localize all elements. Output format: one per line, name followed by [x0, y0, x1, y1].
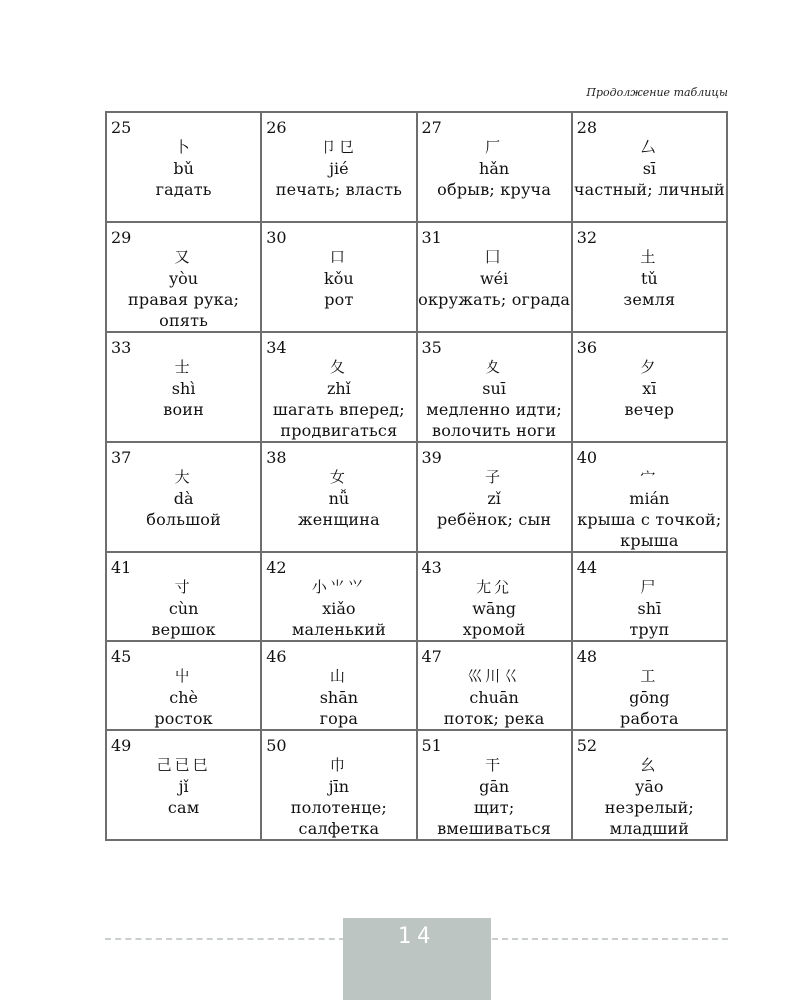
radical-pinyin: xiǎo: [322, 599, 356, 618]
radical-number: 25: [111, 118, 132, 137]
radical-cell-32: [572, 222, 727, 332]
radical-character: 士: [174, 358, 193, 376]
radical-meaning: рот: [324, 290, 354, 309]
radical-meaning: поток; река: [443, 709, 545, 728]
radical-pinyin: tǔ: [641, 269, 658, 288]
radical-cell-47: [417, 641, 572, 730]
radical-cell-37: [106, 442, 261, 552]
radical-pinyin: zǐ: [487, 489, 501, 508]
radical-character: 女: [329, 468, 348, 486]
radical-character: 巾: [329, 756, 348, 774]
radical-meaning: вечер: [624, 400, 675, 419]
radical-number: 37: [111, 448, 132, 467]
radical-pinyin: wāng: [472, 599, 517, 618]
radical-pinyin: mián: [629, 489, 670, 508]
radical-cell-39: [417, 442, 572, 552]
radical-pinyin: shān: [319, 688, 359, 707]
radical-character: 子: [485, 468, 504, 486]
radical-pinyin: yòu: [169, 269, 199, 288]
radical-number: 32: [576, 228, 598, 247]
radical-character: 宀: [640, 468, 659, 486]
radical-cell-40: [572, 442, 727, 552]
radical-meaning: крыша с точкой; крыша: [577, 510, 722, 550]
radical-character: 巛川巜: [467, 667, 522, 685]
radical-cell-34: [261, 332, 416, 442]
radical-cell-41: [106, 552, 261, 641]
table-row: [106, 552, 727, 641]
table-row: [106, 332, 727, 442]
radical-meaning: окружать; ограда: [418, 290, 571, 309]
radical-meaning: щит; вмешиваться: [437, 798, 552, 838]
radical-number: 47: [421, 647, 442, 666]
radical-pinyin: dà: [173, 489, 194, 508]
radical-meaning: труп: [629, 620, 670, 639]
radical-character: 小⺌⺍: [311, 578, 366, 596]
radical-pinyin: nǚ: [328, 489, 350, 508]
radical-meaning: полотенце; салфетка: [290, 798, 387, 838]
radical-character: 夕: [640, 358, 659, 376]
radical-meaning: частный; личный: [573, 180, 725, 199]
radical-number: 35: [421, 338, 442, 357]
radical-number: 33: [111, 338, 132, 357]
radical-meaning: обрыв; круча: [437, 180, 552, 199]
radical-meaning: росток: [154, 709, 213, 728]
radical-meaning: печать; власть: [275, 180, 403, 199]
radical-meaning: земля: [623, 290, 676, 309]
radical-pinyin: shī: [637, 599, 662, 618]
radical-number: 26: [266, 118, 287, 137]
radical-pinyin: kǒu: [324, 269, 354, 288]
radical-pinyin: suī: [482, 379, 506, 398]
radical-cell-42: [261, 552, 416, 641]
radical-pinyin: shì: [171, 379, 196, 398]
radical-cell-43: [417, 552, 572, 641]
radical-number: 38: [266, 448, 287, 467]
radical-number: 49: [111, 736, 132, 755]
radical-character: 幺: [640, 756, 659, 774]
radical-cell-50: [261, 730, 416, 840]
page-number-box: [343, 918, 491, 1000]
radical-pinyin: yāo: [635, 777, 664, 796]
radical-number: 27: [421, 118, 442, 137]
radical-pinyin: cùn: [168, 599, 199, 618]
radical-pinyin: xī: [642, 379, 657, 398]
radical-pinyin: chè: [169, 688, 198, 707]
radical-cell-35: [417, 332, 572, 442]
radical-cell-26: [261, 112, 416, 222]
radical-pinyin: wéi: [479, 269, 509, 288]
radical-character: 卜: [174, 138, 193, 156]
radical-number: 45: [111, 647, 132, 666]
radical-character: 工: [640, 667, 659, 685]
radical-character: 厶: [640, 138, 659, 156]
radical-meaning: большой: [146, 510, 221, 529]
radical-character: 夊: [485, 358, 504, 376]
radical-character: 干: [485, 756, 504, 774]
page-number: 14: [397, 924, 437, 949]
radical-meaning: работа: [620, 709, 679, 728]
radical-meaning: медленно идти; волочить ноги: [426, 400, 562, 440]
radical-cell-36: [572, 332, 727, 442]
radical-number: 43: [421, 558, 442, 577]
radical-cell-38: [261, 442, 416, 552]
radical-number: 30: [266, 228, 287, 247]
radical-meaning: незрелый; младший: [604, 798, 695, 838]
radical-number: 34: [266, 338, 287, 357]
radical-number: 50: [266, 736, 287, 755]
radical-pinyin: sī: [642, 159, 657, 178]
radical-pinyin: bǔ: [173, 159, 194, 178]
radical-meaning: сам: [167, 798, 200, 817]
radical-cell-33: [106, 332, 261, 442]
table-row: [106, 442, 727, 552]
radical-cell-51: [417, 730, 572, 840]
radical-number: 44: [576, 558, 598, 577]
radical-number: 28: [576, 118, 598, 137]
radical-number: 29: [111, 228, 132, 247]
radical-character: 尢尣: [476, 578, 513, 596]
radical-character: 大: [174, 468, 193, 486]
radical-number: 41: [111, 558, 132, 577]
radical-cell-30: [261, 222, 416, 332]
table-row: [106, 641, 727, 730]
radical-character: 寸: [174, 578, 193, 596]
table-row: [106, 112, 727, 222]
radical-meaning: правая рука; опять: [128, 290, 240, 330]
radical-number: 40: [576, 448, 598, 467]
radical-pinyin: jǐ: [178, 777, 189, 796]
radical-character: 己已巳: [156, 756, 211, 774]
radical-meaning: шагать вперед; продвигаться: [272, 400, 405, 440]
radical-pinyin: hǎn: [479, 159, 510, 178]
radical-cell-29: [106, 222, 261, 332]
radical-cell-45: [106, 641, 261, 730]
radical-number: 42: [266, 558, 287, 577]
table-row: [106, 730, 727, 840]
radical-pinyin: jié: [329, 159, 349, 178]
radical-character: 又: [174, 248, 193, 266]
radical-character: 卩㔾: [320, 138, 357, 156]
radical-meaning: гора: [319, 709, 359, 728]
radical-meaning: маленький: [291, 620, 386, 639]
radical-cell-28: [572, 112, 727, 222]
radical-number: 46: [266, 647, 287, 666]
radical-meaning: вершок: [151, 620, 216, 639]
radical-character: 厂: [485, 138, 504, 156]
radical-cell-48: [572, 641, 727, 730]
radical-number: 48: [576, 647, 598, 666]
radical-pinyin: gān: [479, 777, 510, 796]
radical-pinyin: zhǐ: [326, 379, 351, 398]
radical-number: 39: [421, 448, 442, 467]
radical-cell-27: [417, 112, 572, 222]
footer-dashed-line-left: [105, 938, 345, 940]
radical-number: 36: [576, 338, 598, 357]
radical-meaning: хромой: [462, 620, 526, 639]
radical-meaning: женщина: [297, 510, 380, 529]
radical-pinyin: gōng: [629, 688, 670, 707]
radical-character: 屮: [174, 667, 193, 685]
radical-cell-52: [572, 730, 727, 840]
radical-number: 31: [421, 228, 442, 247]
radical-cell-25: [106, 112, 261, 222]
radical-character: 夂: [329, 358, 348, 376]
table-row: [106, 222, 727, 332]
radical-number: 52: [576, 736, 598, 755]
radical-character: 囗: [485, 248, 504, 266]
radical-meaning: воин: [163, 400, 205, 419]
radical-pinyin: jīn: [328, 777, 350, 796]
radical-character: 口: [329, 248, 348, 266]
radical-cell-44: [572, 552, 727, 641]
radical-pinyin: chuān: [469, 688, 519, 707]
radicals-table: [105, 111, 728, 841]
radical-character: 土: [640, 248, 659, 266]
table-continuation-caption: Продолжение таблицы: [586, 86, 728, 99]
radical-character: 山: [329, 667, 348, 685]
radical-meaning: гадать: [155, 180, 212, 199]
radical-meaning: ребёнок; сын: [436, 510, 552, 529]
radical-number: 51: [421, 736, 442, 755]
radical-cell-31: [417, 222, 572, 332]
footer-dashed-line-right: [492, 938, 728, 940]
radical-character: 尸: [640, 578, 659, 596]
radical-cell-49: [106, 730, 261, 840]
radical-cell-46: [261, 641, 416, 730]
